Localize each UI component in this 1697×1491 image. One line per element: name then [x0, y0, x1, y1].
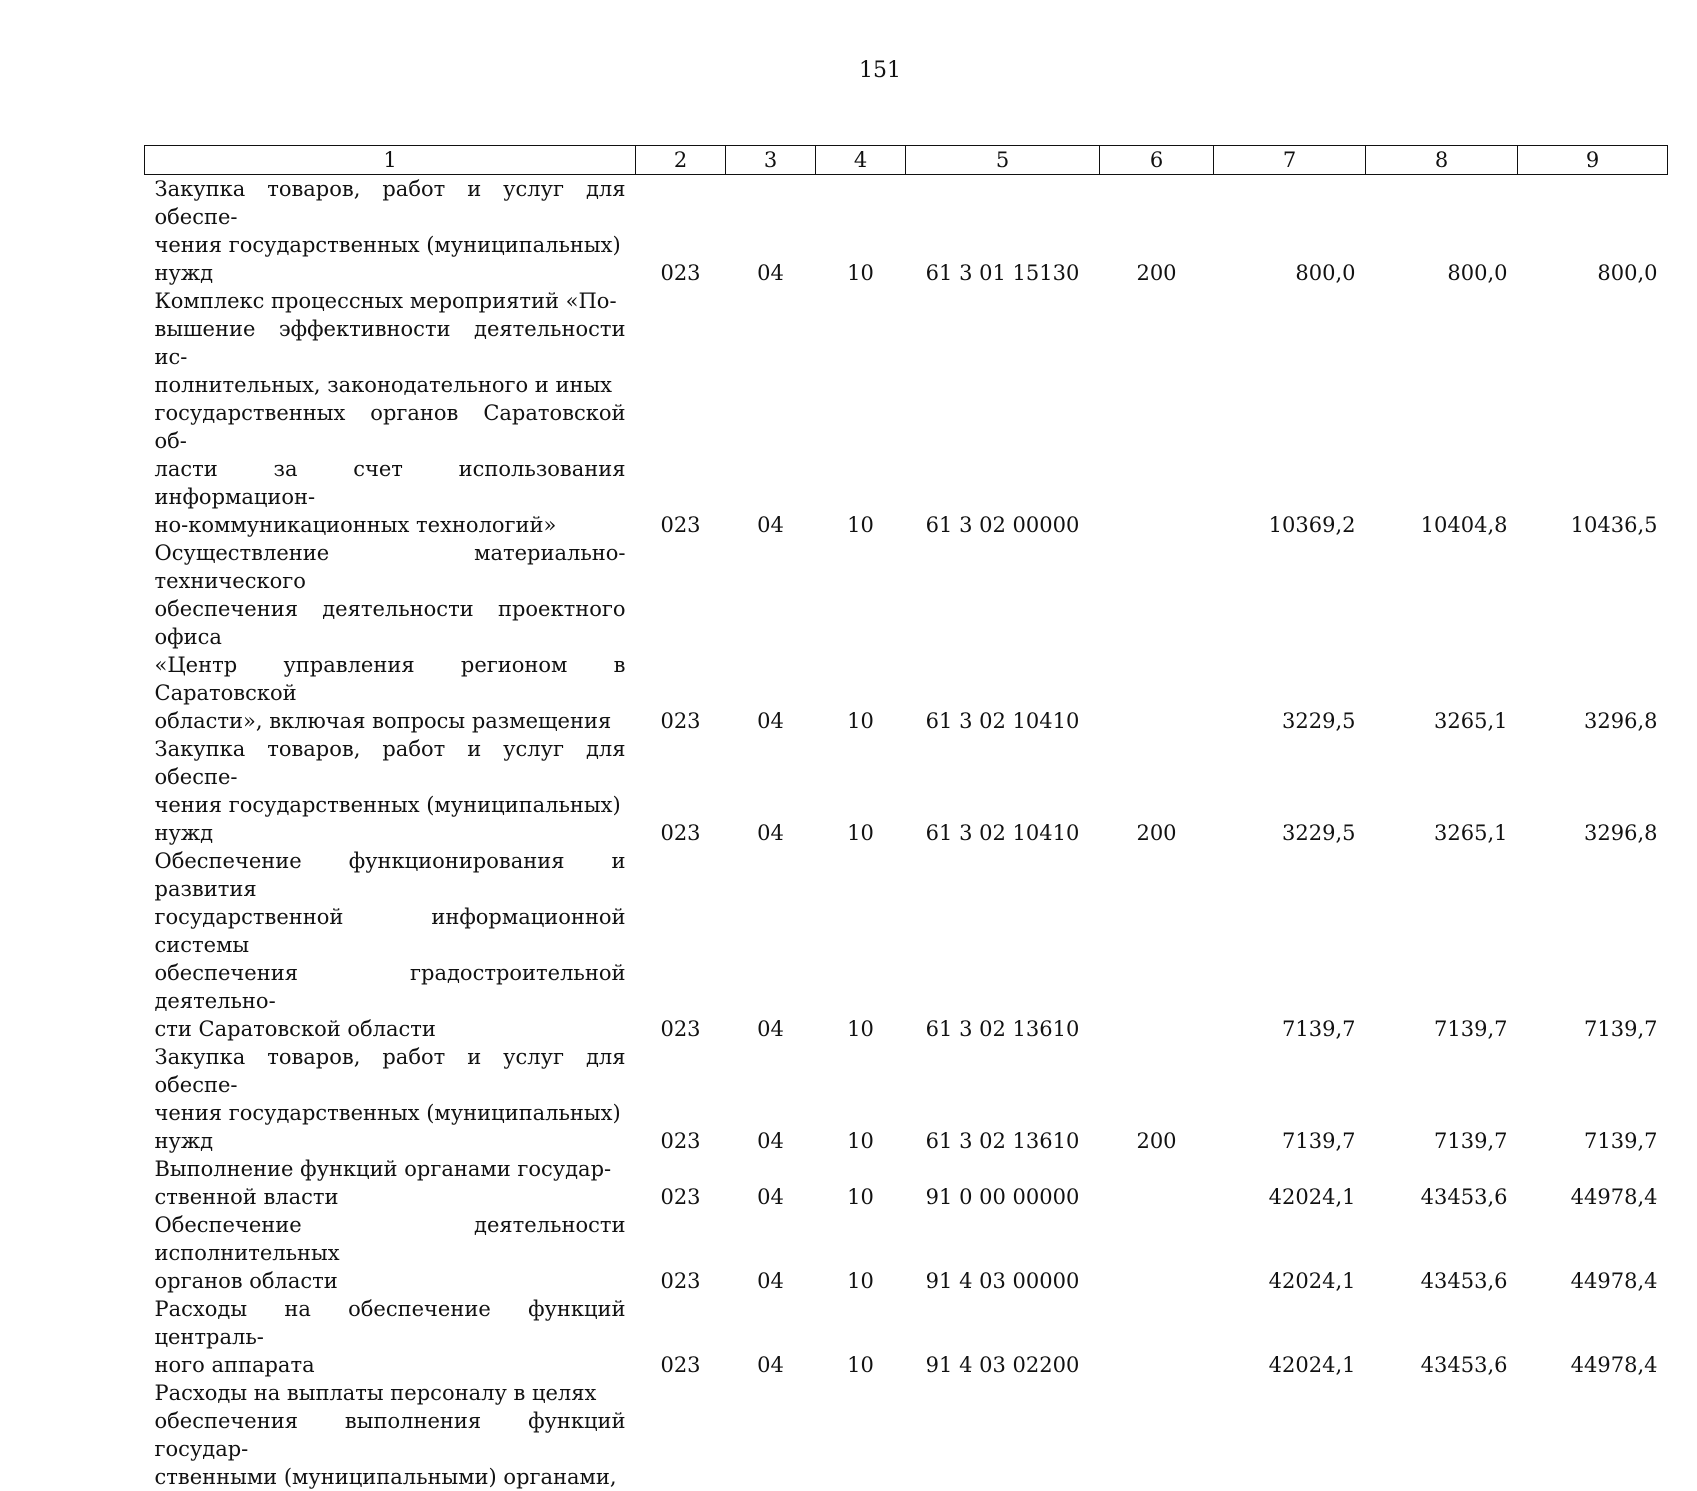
cell-ministry: 023 — [636, 847, 726, 1043]
cell-amount-year2: 7139,7 — [1366, 847, 1518, 1043]
description-line: области», включая вопросы размещения — [155, 707, 626, 735]
table-row — [145, 1379, 1668, 1491]
cell-subsection: 10 — [816, 1211, 906, 1295]
cell-subsection — [816, 1379, 906, 1491]
cell-description — [145, 175, 636, 288]
cell-target-article: 61 3 02 10410 — [906, 539, 1100, 735]
description-line: Расходы на выплаты персоналу в целях — [155, 1379, 626, 1407]
cell-target-article — [906, 1379, 1100, 1491]
cell-amount-year1 — [1214, 1379, 1366, 1491]
cell-expense-type — [1100, 287, 1214, 539]
description-line: ласти за счет использования информацион- — [155, 455, 626, 511]
cell-subsection: 10 — [816, 847, 906, 1043]
cell-amount-year3: 44978,4 — [1518, 1155, 1668, 1211]
header-cell: 7 — [1214, 146, 1366, 175]
cell-expense-type: 200 — [1100, 175, 1214, 288]
description-line: чения государственных (муниципальных) — [155, 791, 626, 819]
cell-section: 04 — [726, 735, 816, 847]
header-cell: 6 — [1100, 146, 1214, 175]
cell-subsection: 10 — [816, 1155, 906, 1211]
cell-expense-type — [1100, 539, 1214, 735]
description-line: Выполнение функций органами государ- — [155, 1155, 626, 1183]
cell-section: 04 — [726, 539, 816, 735]
cell-amount-year2: 43453,6 — [1366, 1295, 1518, 1379]
cell-amount-year3: 7139,7 — [1518, 847, 1668, 1043]
description-line: сти Саратовской области — [155, 1015, 626, 1043]
cell-description — [145, 1379, 636, 1491]
cell-amount-year2: 3265,1 — [1366, 735, 1518, 847]
header-cell: 9 — [1518, 146, 1668, 175]
page-number: 151 — [0, 58, 1697, 83]
cell-description — [145, 1155, 636, 1211]
cell-description — [145, 847, 636, 1043]
header-cell: 3 — [726, 146, 816, 175]
description-line: ного аппарата — [155, 1351, 626, 1379]
cell-target-article: 91 0 00 00000 — [906, 1155, 1100, 1211]
table-row — [145, 1043, 1668, 1155]
cell-section: 04 — [726, 1211, 816, 1295]
cell-target-article: 61 3 01 15130 — [906, 175, 1100, 288]
description-line: чения государственных (муниципальных) — [155, 231, 626, 259]
cell-amount-year1: 3229,5 — [1214, 539, 1366, 735]
cell-expense-type — [1100, 1155, 1214, 1211]
description-line: Закупка товаров, работ и услуг для обеспе- — [155, 175, 626, 231]
description-line: обеспечения деятельности проектного офиса — [155, 595, 626, 651]
cell-amount-year2 — [1366, 1379, 1518, 1491]
description-line: нужд — [155, 1127, 626, 1155]
cell-amount-year3: 44978,4 — [1518, 1295, 1668, 1379]
cell-subsection: 10 — [816, 287, 906, 539]
header-cell: 5 — [906, 146, 1100, 175]
table-row — [145, 735, 1668, 847]
cell-amount-year3: 3296,8 — [1518, 539, 1668, 735]
cell-expense-type — [1100, 1211, 1214, 1295]
table-row — [145, 1155, 1668, 1211]
table-body — [145, 175, 1668, 1491]
cell-ministry — [636, 1379, 726, 1491]
cell-amount-year1: 42024,1 — [1214, 1211, 1366, 1295]
cell-subsection: 10 — [816, 175, 906, 288]
header-cell: 2 — [636, 146, 726, 175]
table-row — [145, 1211, 1668, 1295]
description-line: Закупка товаров, работ и услуг для обеспе- — [155, 735, 626, 791]
cell-amount-year3: 10436,5 — [1518, 287, 1668, 539]
cell-expense-type — [1100, 1379, 1214, 1491]
cell-target-article: 61 3 02 00000 — [906, 287, 1100, 539]
cell-ministry: 023 — [636, 735, 726, 847]
description-line: органов области — [155, 1267, 626, 1295]
header-cell: 8 — [1366, 146, 1518, 175]
cell-section: 04 — [726, 1155, 816, 1211]
cell-subsection: 10 — [816, 539, 906, 735]
budget-table — [144, 145, 1668, 1491]
cell-expense-type: 200 — [1100, 1043, 1214, 1155]
cell-ministry: 023 — [636, 1155, 726, 1211]
cell-target-article: 61 3 02 10410 — [906, 735, 1100, 847]
cell-ministry: 023 — [636, 1043, 726, 1155]
description-line: обеспечения градостроительной деятельно- — [155, 959, 626, 1015]
cell-description — [145, 735, 636, 847]
cell-description — [145, 287, 636, 539]
cell-amount-year2: 800,0 — [1366, 175, 1518, 288]
description-line: но-коммуникационных технологий» — [155, 511, 626, 539]
cell-amount-year2: 10404,8 — [1366, 287, 1518, 539]
table-row — [145, 1295, 1668, 1379]
header-row — [145, 146, 1668, 175]
cell-ministry: 023 — [636, 175, 726, 288]
header-cell: 1 — [145, 146, 636, 175]
cell-amount-year3: 7139,7 — [1518, 1043, 1668, 1155]
description-line: государственных органов Саратовской об- — [155, 399, 626, 455]
cell-target-article: 91 4 03 00000 — [906, 1211, 1100, 1295]
description-line: Обеспечение деятельности исполнительных — [155, 1211, 626, 1267]
cell-target-article: 61 3 02 13610 — [906, 847, 1100, 1043]
cell-amount-year1: 7139,7 — [1214, 847, 1366, 1043]
description-line: Комплекс процессных мероприятий «По- — [155, 287, 626, 315]
description-line: государственной информационной системы — [155, 903, 626, 959]
description-line: полнительных, законодательного и иных — [155, 371, 626, 399]
cell-ministry: 023 — [636, 287, 726, 539]
cell-amount-year2: 43453,6 — [1366, 1211, 1518, 1295]
cell-amount-year3: 800,0 — [1518, 175, 1668, 288]
description-line: ственными (муниципальными) органами, — [155, 1463, 626, 1491]
cell-amount-year3: 44978,4 — [1518, 1211, 1668, 1295]
table-row — [145, 287, 1668, 539]
cell-subsection: 10 — [816, 735, 906, 847]
cell-section: 04 — [726, 1295, 816, 1379]
cell-subsection: 10 — [816, 1043, 906, 1155]
table-row — [145, 539, 1668, 735]
cell-subsection: 10 — [816, 1295, 906, 1379]
description-line: Расходы на обеспечение функций централь- — [155, 1295, 626, 1351]
cell-expense-type — [1100, 847, 1214, 1043]
table-header — [145, 146, 1668, 175]
cell-expense-type: 200 — [1100, 735, 1214, 847]
description-line: ственной власти — [155, 1183, 626, 1211]
cell-section: 04 — [726, 1043, 816, 1155]
cell-target-article: 91 4 03 02200 — [906, 1295, 1100, 1379]
description-line: нужд — [155, 819, 626, 847]
description-line: Закупка товаров, работ и услуг для обеспе- — [155, 1043, 626, 1099]
description-line: Обеспечение функционирования и развития — [155, 847, 626, 903]
table-row — [145, 847, 1668, 1043]
cell-section: 04 — [726, 287, 816, 539]
cell-description — [145, 1043, 636, 1155]
cell-description — [145, 539, 636, 735]
cell-ministry: 023 — [636, 1295, 726, 1379]
cell-ministry: 023 — [636, 1211, 726, 1295]
cell-amount-year2: 7139,7 — [1366, 1043, 1518, 1155]
cell-amount-year2: 43453,6 — [1366, 1155, 1518, 1211]
table-row — [145, 175, 1668, 288]
description-line: нужд — [155, 259, 626, 287]
cell-amount-year3 — [1518, 1379, 1668, 1491]
cell-expense-type — [1100, 1295, 1214, 1379]
description-line: обеспечения выполнения функций государ- — [155, 1407, 626, 1463]
cell-ministry: 023 — [636, 539, 726, 735]
cell-amount-year1: 42024,1 — [1214, 1295, 1366, 1379]
cell-target-article: 61 3 02 13610 — [906, 1043, 1100, 1155]
cell-amount-year1: 7139,7 — [1214, 1043, 1366, 1155]
header-cell: 4 — [816, 146, 906, 175]
cell-description — [145, 1211, 636, 1295]
description-line: чения государственных (муниципальных) — [155, 1099, 626, 1127]
cell-description — [145, 1295, 636, 1379]
description-line: «Центр управления регионом в Саратовской — [155, 651, 626, 707]
cell-amount-year3: 3296,8 — [1518, 735, 1668, 847]
cell-section — [726, 1379, 816, 1491]
cell-amount-year1: 3229,5 — [1214, 735, 1366, 847]
cell-amount-year2: 3265,1 — [1366, 539, 1518, 735]
description-line: Осуществление материально-технического — [155, 539, 626, 595]
description-line: вышение эффективности деятельности ис- — [155, 315, 626, 371]
cell-section: 04 — [726, 847, 816, 1043]
cell-amount-year1: 800,0 — [1214, 175, 1366, 288]
cell-amount-year1: 10369,2 — [1214, 287, 1366, 539]
cell-amount-year1: 42024,1 — [1214, 1155, 1366, 1211]
cell-section: 04 — [726, 175, 816, 288]
